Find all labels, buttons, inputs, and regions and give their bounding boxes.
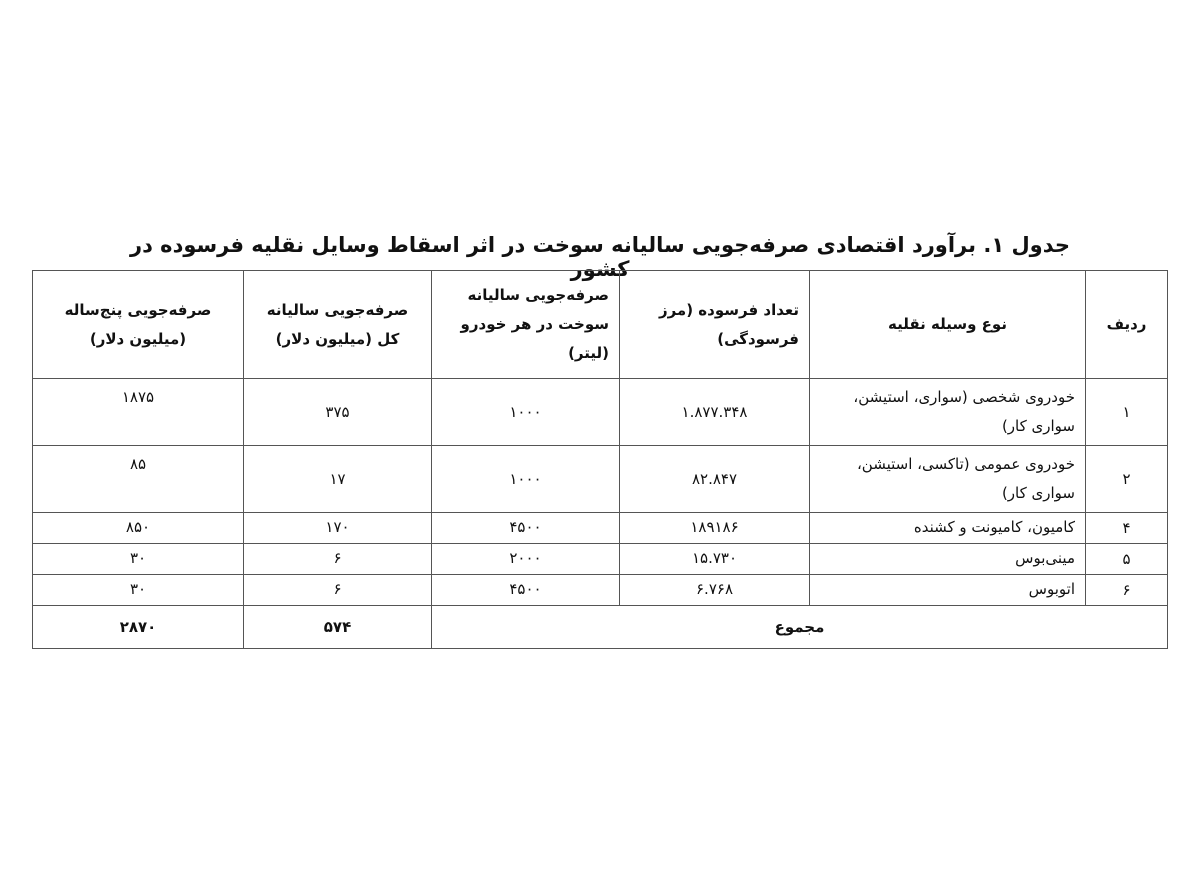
total-label: مجموع bbox=[432, 606, 1168, 649]
cell-row-number: ۱ bbox=[1086, 379, 1168, 446]
header-annual-total: صرفه‌جویی سالیانه کل (میلیون دلار) bbox=[244, 271, 432, 379]
cell-vehicle-type: خودروی شخصی (سواری، استیشن، سواری کار) bbox=[810, 379, 1086, 446]
cell-fuel-per-vehicle: ۱۰۰۰ bbox=[432, 446, 620, 513]
cell-five-year: ۳۰ bbox=[33, 575, 244, 606]
cell-row-number: ۲ bbox=[1086, 446, 1168, 513]
total-five-year: ۲۸۷۰ bbox=[33, 606, 244, 649]
cell-five-year: ۸۵۰ bbox=[33, 513, 244, 544]
cell-annual-total: ۳۷۵ bbox=[244, 379, 432, 446]
table-header-row bbox=[33, 271, 1168, 379]
cell-five-year: ۳۰ bbox=[33, 544, 244, 575]
table-row bbox=[33, 513, 1168, 544]
total-annual: ۵۷۴ bbox=[244, 606, 432, 649]
cell-count: ۱۵.۷۳۰ bbox=[620, 544, 810, 575]
cell-row-number: ۴ bbox=[1086, 513, 1168, 544]
cell-count: ۱۸۹۱۸۶ bbox=[620, 513, 810, 544]
table-row bbox=[33, 446, 1168, 513]
total-row bbox=[33, 606, 1168, 649]
header-fuel-per-vehicle: صرفه‌جویی سالیانه سوخت در هر خودرو (لیتر) bbox=[432, 271, 620, 379]
cell-five-year: ۱۸۷۵ bbox=[33, 379, 244, 446]
table-caption: جدول ۱. برآورد اقتصادی صرفه‌جویی سالیانه سوخت در اثر اسقاط وسایل نقلیه فرسوده در کشور bbox=[130, 233, 1070, 281]
cell-count: ۸۲.۸۴۷ bbox=[620, 446, 810, 513]
fuel-savings-table bbox=[32, 270, 1168, 649]
cell-row-number: ۵ bbox=[1086, 544, 1168, 575]
cell-fuel-per-vehicle: ۲۰۰۰ bbox=[432, 544, 620, 575]
cell-annual-total: ۶ bbox=[244, 544, 432, 575]
cell-fuel-per-vehicle: ۴۵۰۰ bbox=[432, 513, 620, 544]
cell-row-number: ۶ bbox=[1086, 575, 1168, 606]
cell-annual-total: ۱۷ bbox=[244, 446, 432, 513]
cell-vehicle-type: خودروی عمومی (تاکسی، استیشن، سواری کار) bbox=[810, 446, 1086, 513]
header-vehicle-type: نوع وسیله نقلیه bbox=[810, 271, 1086, 379]
cell-annual-total: ۱۷۰ bbox=[244, 513, 432, 544]
table-row bbox=[33, 544, 1168, 575]
table-row bbox=[33, 575, 1168, 606]
cell-count: ۱.۸۷۷.۳۴۸ bbox=[620, 379, 810, 446]
cell-count: ۶.۷۶۸ bbox=[620, 575, 810, 606]
table-row bbox=[33, 379, 1168, 446]
header-row-number: ردیف bbox=[1086, 271, 1168, 379]
cell-fuel-per-vehicle: ۴۵۰۰ bbox=[432, 575, 620, 606]
cell-vehicle-type: مینی‌بوس bbox=[810, 544, 1086, 575]
cell-five-year: ۸۵ bbox=[33, 446, 244, 513]
cell-annual-total: ۶ bbox=[244, 575, 432, 606]
cell-vehicle-type: کامیون، کامیونت و کشنده bbox=[810, 513, 1086, 544]
header-count: تعداد فرسوده (مرز فرسودگی) bbox=[620, 271, 810, 379]
cell-fuel-per-vehicle: ۱۰۰۰ bbox=[432, 379, 620, 446]
cell-vehicle-type: اتوبوس bbox=[810, 575, 1086, 606]
header-five-year: صرفه‌جویی پنج‌ساله (میلیون دلار) bbox=[33, 271, 244, 379]
